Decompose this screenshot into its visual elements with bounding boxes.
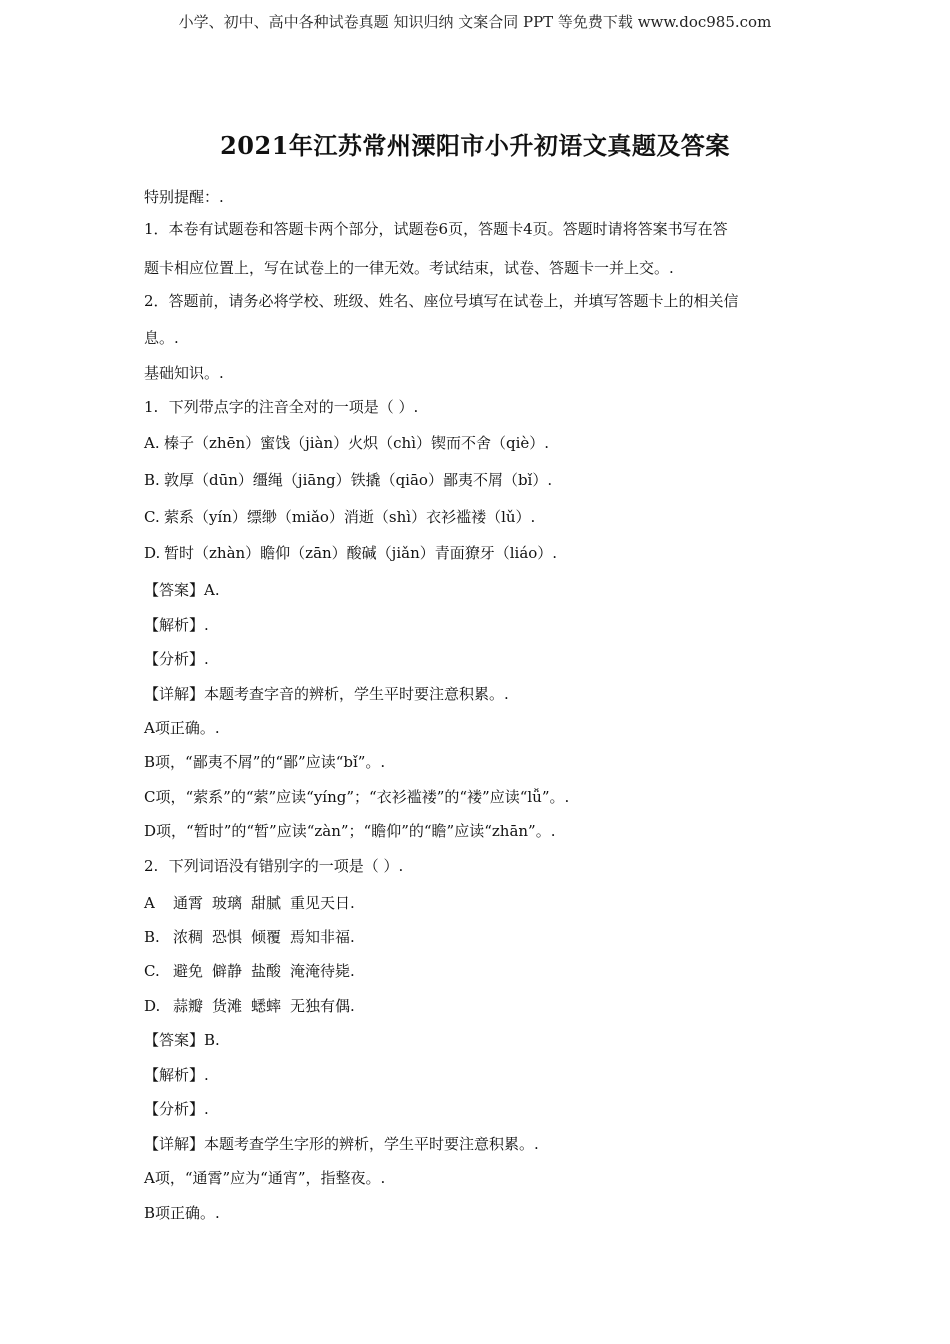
question-2-detail: 【详解】本题考查学生字形的辨析，学生平时要注意积累。. [144,1135,539,1153]
question-2-option-d [144,995,364,1016]
question-2-fenxi: 【分析】. [144,1100,209,1118]
document-title: 2021年江苏常州溧阳市小升初语文真题及答案 [220,131,730,160]
word: 盐酸 [251,962,282,980]
option-text: 敦厚（dūn）缰绳（jiāng）铁撬（qiāo）鄙夷不屑（bǐ）. [164,471,553,489]
question-1-b-explanation: B项，“鄙夷不屑”的“鄙”应读“bǐ”。. [144,753,386,771]
word: 蟋蟀 [251,997,282,1015]
word: 玻璃 [212,894,243,912]
question-2-option-c [144,960,364,981]
option-label: D. [144,544,161,562]
question-2-b-explanation: B项正确。. [144,1204,220,1222]
section-heading: 基础知识。. [144,364,224,382]
question-1 [144,396,418,417]
question-1-answer: 【答案】A. [144,581,220,599]
question-2-answer: 【答案】B. [144,1031,220,1049]
question-1-c-explanation: C项，“萦系”的“萦”应读“yíng”；“衣衫褴褛”的“褛”应读“lǚ”。. [144,788,570,806]
word: 避免 [173,962,204,980]
question-1-a-explanation: A项正确。. [144,719,220,737]
word: 蒜瓣 [173,997,204,1015]
question-1-option-b [144,469,552,490]
word: 淹淹待毙. [290,962,355,980]
question-2-stem: 下列词语没有错别字的一项是（ ）. [168,857,404,875]
word: 无独有偶. [290,997,355,1015]
notice-2-line-2: 息。. [144,329,179,347]
word: 重见天日. [290,894,355,912]
question-1-d-explanation: D项，“暂时”的“暂”应读“zàn”；“瞻仰”的“瞻”应读“zhān”。. [144,822,556,840]
word: 倾覆 [251,928,282,946]
option-label: C. [144,962,160,980]
option-label: A. [144,434,160,452]
option-label: B. [144,471,160,489]
word: 焉知非福. [290,928,355,946]
option-label: A [144,894,155,912]
notice-heading: 特别提醒：. [144,188,224,206]
question-2-number: 2. [144,857,159,875]
question-2 [144,855,403,876]
notice-2-line-1: 2．答题前，请务必将学校、班级、姓名、座位号填写在试卷上，并填写答题卡上的相关信 [144,292,739,310]
question-1-option-c [144,506,535,527]
question-1-option-a [144,432,549,453]
word: 恐惧 [212,928,243,946]
option-label: C. [144,508,160,526]
option-label: B. [144,928,160,946]
question-1-detail: 【详解】本题考查字音的辨析，学生平时要注意积累。. [144,685,509,703]
option-text: 暂时（zhàn）瞻仰（zān）酸碱（jiǎn）青面獠牙（liáo）. [164,544,558,562]
option-text: 榛子（zhēn）蜜饯（jiàn）火炽（chì）锲而不舍（qiè）. [164,434,550,452]
question-1-option-d [144,542,557,563]
word: 甜腻 [251,894,282,912]
notice-1-line-1: 1．本卷有试题卷和答题卡两个部分，试题卷6页，答题卡4页。答题时请将答案书写在答 [144,220,728,238]
word: 浓稠 [173,928,204,946]
question-2-a-explanation: A项，“通霄”应为“通宵”，指整夜。. [144,1169,386,1187]
question-2-option-a [144,892,364,913]
question-1-fenxi: 【分析】. [144,650,209,668]
question-1-stem: 下列带点字的注音全对的一项是（ ）. [168,398,419,416]
word: 通霄 [173,894,204,912]
question-2-option-b [144,926,364,947]
word: 僻静 [212,962,243,980]
option-label: D. [144,997,161,1015]
question-2-jiexi: 【解析】. [144,1066,209,1084]
word: 货滩 [212,997,243,1015]
question-1-jiexi: 【解析】. [144,616,209,634]
question-1-number: 1. [144,398,159,416]
page-header: 小学、初中、高中各种试卷真题 知识归纳 文案合同 PPT 等免费下载 www.doc985.com [178,13,772,31]
notice-1-line-2: 题卡相应位置上，写在试卷上的一律无效。考试结束，试卷、答题卡一并上交。. [144,259,674,277]
option-text: 萦系（yín）缥缈（miǎo）消逝（shì）衣衫褴褛（lǔ）. [164,508,536,526]
